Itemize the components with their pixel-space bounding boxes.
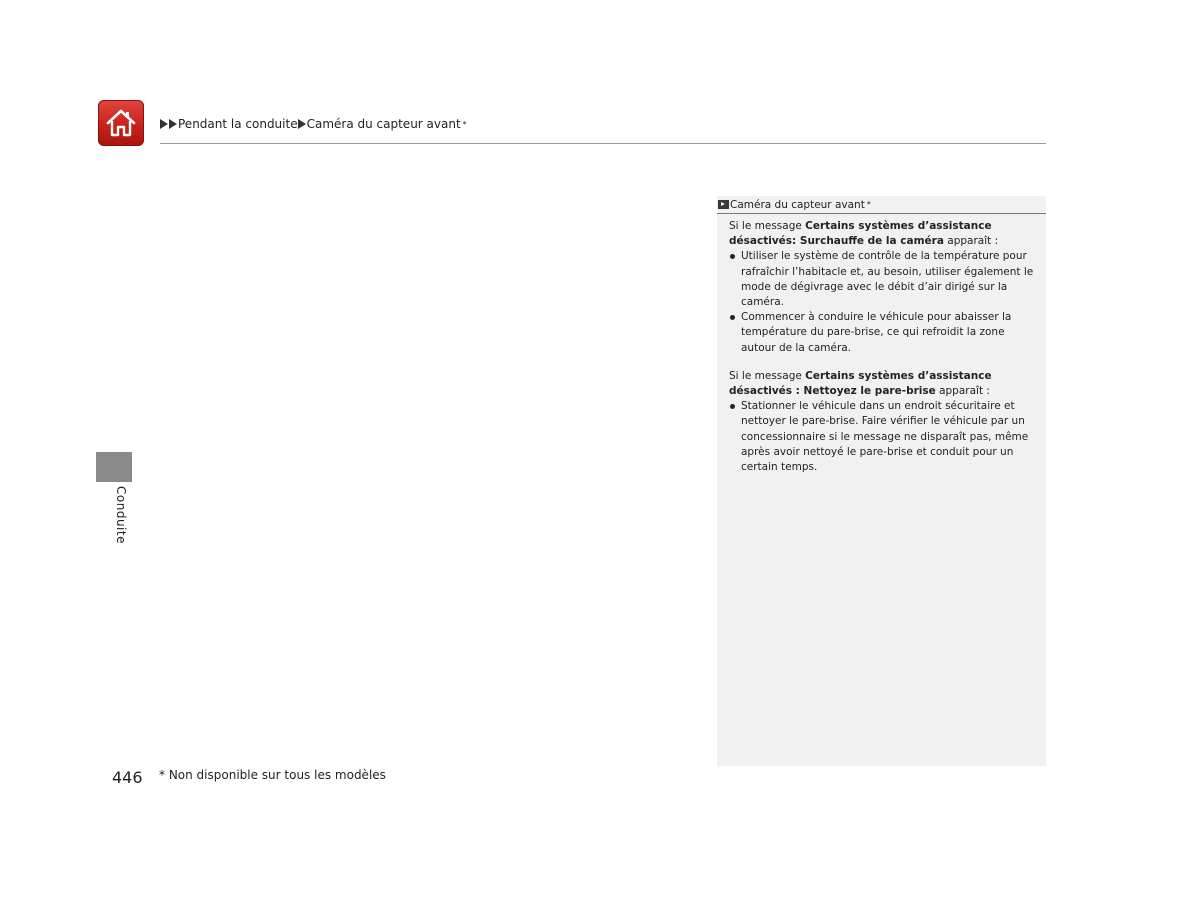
list-item: Stationner le véhicule dans un endroit sécuritaire et nettoyer le pare-brise. Faire vérifier le véhicule par un concessionnaire si le message ne disparaît pas, même après avoir nettoyé le pare-brise et conduit pour un certain temps. (729, 399, 1038, 475)
note-bullet-list (729, 399, 1038, 475)
note-panel (717, 196, 1046, 766)
list-item: Utiliser le système de contrôle de la température pour rafraîchir l’habitacle et, au besoin, utiliser également le mode de dégivrage avec le débit d’air dirigé sur la caméra. (729, 249, 1038, 310)
message-name: Certains systèmes d’assistance désactivés: Surchauffe de la caméra (729, 220, 992, 248)
availability-asterisk: * (462, 119, 467, 129)
note-reference-icon (718, 200, 729, 209)
breadcrumb (160, 117, 467, 131)
note-section-intro (729, 369, 1038, 399)
breadcrumb-arrow-icon (169, 119, 177, 129)
note-title-asterisk: * (866, 200, 871, 209)
home-button[interactable] (98, 100, 144, 146)
page-number: 446 (112, 768, 143, 787)
note-section-intro (729, 219, 1038, 249)
intro-text-end: apparaît : (943, 235, 999, 248)
chapter-tab-label: Conduite (114, 486, 128, 544)
breadcrumb-item-pendant-la-conduite[interactable]: Pendant la conduite (178, 117, 298, 131)
breadcrumb-item-camera-capteur-avant[interactable]: Caméra du capteur avant (306, 117, 461, 131)
footnote: * Non disponible sur tous les modèles (159, 768, 386, 782)
list-item: Commencer à conduire le véhicule pour abaisser la température du pare-brise, ce qui refroidit la zone autour de la caméra. (729, 310, 1038, 356)
breadcrumb-arrow-icon (298, 119, 306, 129)
message-name: Certains systèmes d’assistance désactivés : Nettoyez le pare-brise (729, 369, 992, 398)
intro-text: Si le message (729, 220, 806, 232)
breadcrumb-arrow-icon (160, 119, 168, 129)
note-header (717, 196, 1046, 214)
home-icon (105, 107, 137, 139)
header-divider (160, 143, 1046, 144)
note-title: Caméra du capteur avant (730, 198, 865, 211)
intro-text-end: apparaît : (935, 385, 990, 398)
note-bullet-list (729, 249, 1038, 355)
intro-text: Si le message (729, 369, 806, 382)
chapter-tab[interactable] (96, 452, 132, 482)
note-body (717, 214, 1046, 475)
